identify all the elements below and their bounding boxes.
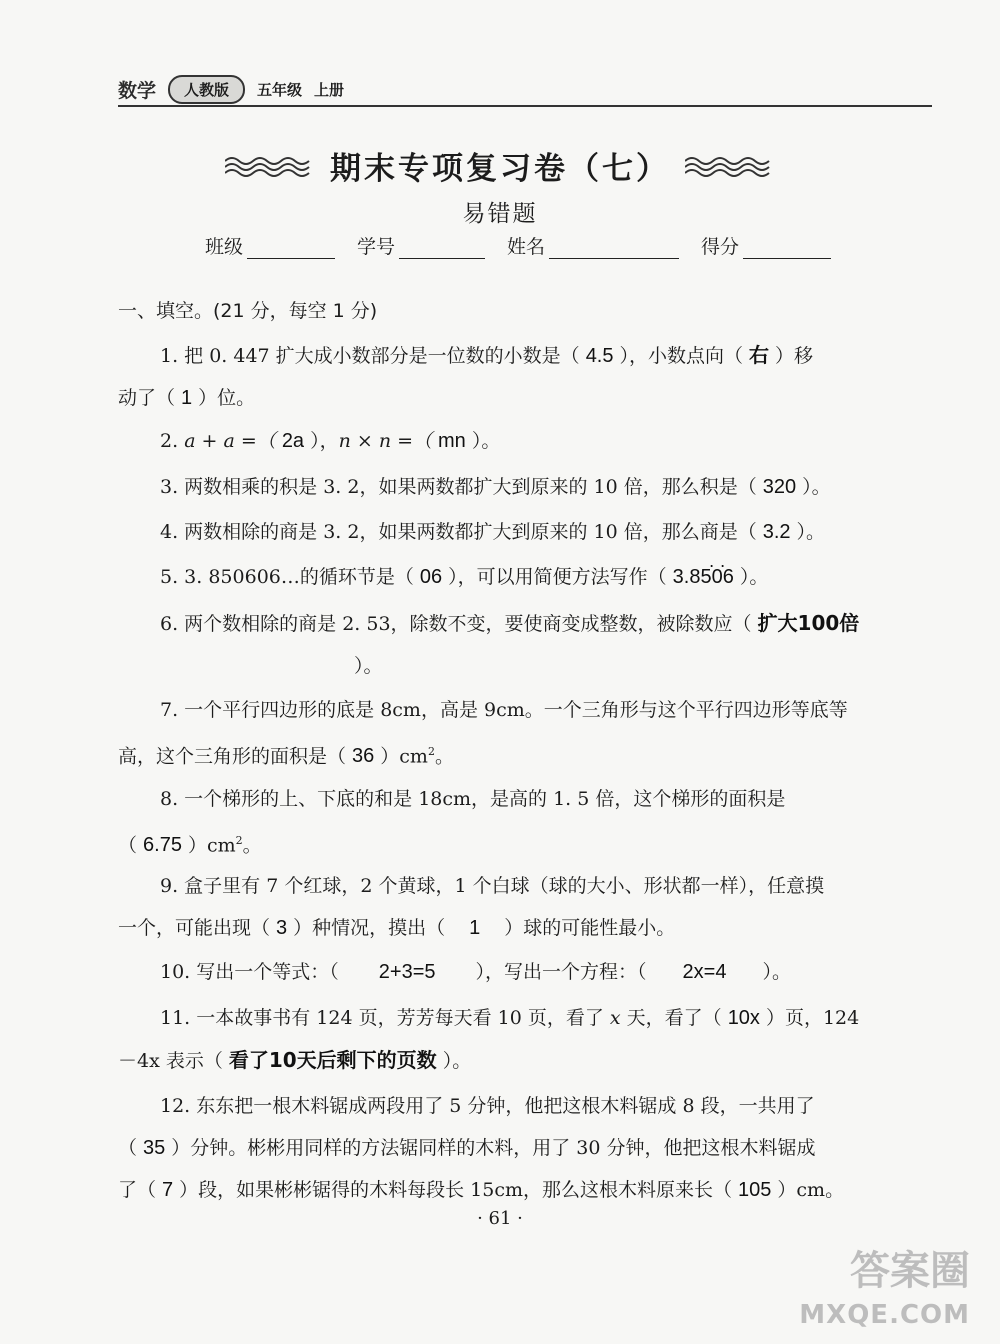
question-4: 4. 两数相除的商是 3. 2，如果两数都扩大到原来的 10 倍，那么商是（ 3.2 ）。: [160, 521, 826, 543]
question-6: 6. 两个数相除的商是 2. 53，除数不变，要使商变成整数，被除数应（ 扩大100倍 ）。: [118, 602, 930, 687]
watermark-url: MXQE.COM: [799, 1300, 970, 1330]
score-field[interactable]: 得分: [701, 232, 831, 259]
watermark-logo: 答案圈: [850, 1248, 970, 1294]
title-row: [0, 143, 1000, 188]
answer: 36: [352, 745, 375, 768]
name-field[interactable]: 姓名: [507, 232, 679, 259]
answer: 35: [143, 1137, 166, 1159]
question-9: 9. 盒子里有 7 个红球，2 个黄球，1 个白球（球的大小、形状都一样），任意摸 一个，可能出现（ 3 ）种情况，摸出（ 1 ）球的可能性最小。: [118, 875, 825, 939]
answer: 2+3=5: [378, 961, 436, 983]
wave-right-icon: [685, 151, 775, 181]
question-7: 7. 一个平行四边形的底是 8cm，高是 9cm。一个三角形与这个平行四边形等底等 高，这个三角形的面积是（ 36 ）$cm^2$。: [118, 699, 848, 768]
answer: 看了10天后剩下的页数: [228, 1048, 437, 1072]
answer: 7: [162, 1179, 174, 1201]
answer: 扩大100倍: [757, 611, 860, 635]
student-number-field[interactable]: 学号: [357, 232, 485, 259]
answer: 105: [738, 1179, 772, 1201]
answer: 3: [276, 917, 288, 939]
page-title: 期末专项复习卷（七）: [330, 151, 670, 187]
question-11: 11. 一本故事书有 124 页，芳芳每天看 10 页，看了 x 天，看了（ 10x ）页，124 －4x 表示（ 看了10天后剩下的页数 ）。: [118, 1007, 860, 1072]
wave-left-icon: [225, 151, 315, 181]
class-field[interactable]: 班级: [205, 232, 335, 259]
question-5: 5. 3. 850606…的循环节是（ 06 ），可以用简便方法写作（· · 3.8506 ）。: [118, 556, 930, 598]
answer: 右: [749, 343, 770, 367]
page-header: [118, 72, 344, 106]
answer: 06: [419, 566, 443, 588]
answer: 10x: [727, 1007, 760, 1029]
answer: 6.75: [143, 834, 182, 857]
answer: 1: [469, 917, 481, 939]
edition-badge: 人教版: [168, 75, 245, 104]
question-1: 1. 把 0. 447 扩大成小数部分是一位数的小数是（ 4.5 ），小数点向（ 右 ）移 动了（ 1 ）位。: [118, 343, 814, 409]
answer: · · 3.8506: [667, 566, 740, 588]
header-divider: [118, 105, 932, 107]
question-8: 8. 一个梯形的上、下底的和是 18cm，是高的 1. 5 倍，这个梯形的面积是 （ 6.75 ）$cm^2$。: [118, 788, 786, 857]
term-label: 上册: [314, 80, 345, 99]
grade-label: 五年级: [257, 80, 303, 99]
student-info-fields: [205, 232, 853, 259]
question-2: 2. a + a =（ 2a ），n × n =（ mn ）。: [160, 430, 501, 452]
page-subtitle: 易错题: [462, 201, 538, 227]
answer: 2x=4: [682, 961, 727, 983]
answer: 320: [762, 476, 797, 498]
answer: 2a: [281, 430, 305, 452]
answer: mn: [438, 430, 466, 452]
page-number: · 61 ·: [477, 1208, 523, 1229]
question-3: 3. 两数相乘的积是 3. 2，如果两数都扩大到原来的 10 倍，那么积是（ 320 ）。: [160, 476, 831, 498]
answer: 1: [181, 387, 193, 409]
answer: 3.2: [762, 521, 791, 543]
answer: 4.5: [585, 345, 614, 367]
section-heading: 一、填空。(21 分，每空 1 分): [118, 300, 378, 322]
question-10: 10. 写出一个等式：（ 2+3=5 ），写出一个方程：（ 2x=4 ）。: [160, 961, 791, 983]
subject-label: 数学: [118, 79, 157, 102]
question-12: 12. 东东把一根木料锯成两段用了 5 分钟，他把这根木料锯成 8 段，一共用了 （ 35 ）分钟。彬彬用同样的方法锯同样的木料，用了 30 分钟，他把这根木料锯成 了（ 7 ）段，如果彬彬锯得的木料每段长 15cm，那么这根木料原来长（ 105 ）cm。: [118, 1095, 845, 1201]
